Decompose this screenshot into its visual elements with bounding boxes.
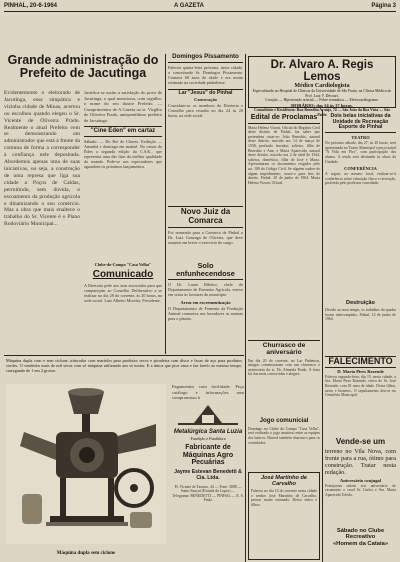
domingos-body: Faleceu quinta-feira próxima, nesta cidade, o conceituado Sr. Domingos Pissamento. Contava 68 anos de idade e era muito estimado na sociedade pinhalense.	[168, 64, 243, 85]
falecimento-body: Faleceu segunda-feira, dia 15, nesta cidade, a Sra. Maria Pires Rezende, viúva do Sr. José Rezende, com 81 anos de idade. Deixa filhos, netos e bisnetos. O sepultamento deu-se no Cemitério Municipal.	[325, 374, 396, 398]
juiz-column	[168, 206, 243, 250]
jogo-column	[248, 418, 320, 468]
solo-headline: Solo enfunhecendose	[168, 262, 243, 280]
iniciativas-body-2: A seguir, no mesmo local, realizar-se-á conferência sobre educação física e recreação, proferida pelo professor convidado.	[325, 172, 396, 186]
iniciativas-column	[325, 114, 396, 300]
clube-body: A Diretoria pede aos seus associados para que compareçam ao Conselho Deliberativo a se realizar no dia 28 do corrente, às 20 horas, na sede social. Luiz Alberto Moreira, Presidente.	[84, 283, 162, 303]
cine-eden-body: Sábado: — Do Rei de Chaves. Exibição — Amanhã e domingo em matinê. No cartaz do Éden a segunda edição da C.S.K., que representa uma das fitas da melhor qualidade do mundo. Pede-se aos espectadores que aguardem os próximos lançamentos.	[84, 138, 162, 169]
destruicao-headline: Destruição	[346, 300, 375, 306]
regis-name: Dr. Alvaro A. Regis Lemos	[270, 59, 374, 84]
column-rule	[165, 54, 166, 354]
jose-body: Faleceu no dia 14 do corrente nesta cidade o senhor José Martinho de Carvalho, pessoa muito estimada. Deixa viúva e filhos.	[251, 489, 317, 508]
domingos-headline: Domingos Pissamento	[168, 54, 243, 63]
machine-ad-figure	[6, 384, 166, 554]
column-rule	[322, 110, 323, 562]
column-rule	[245, 54, 246, 562]
regis-body: Especializado no Hospital de Clínicas da Universidade de São Paulo, na Clínica Médica do Prof. Luiz V. Décourt.	[252, 89, 392, 98]
vende-column	[325, 438, 396, 526]
iniciativas-sub: TEATRO	[351, 135, 370, 141]
regis-address: Consultório e Residência: Rua Benedita Araújo, 74 — São João da Boa Vista — São Paulo	[254, 107, 390, 117]
jose-martinho-box	[248, 472, 320, 560]
clube-recreativo-column	[325, 528, 396, 560]
jogo-headline: Jogo comunicial	[259, 417, 309, 424]
destruicao-body: Devido ao mau tempo, os trabalhos da quadra foram interrompidos. Pinhal, 12 de junho de 1964.	[325, 308, 396, 322]
jacutinga-headline-box	[4, 54, 162, 86]
metalurgica-logo-icon	[172, 403, 244, 429]
missa-title: Convocação	[194, 96, 217, 102]
machine-brand: Metalúrgica Santa Luzia	[173, 428, 243, 435]
aniversario-body: Festejaram ontem seu aniversário de casamento o casal Sr. Carlos e Sra. Maria Aparecida Toledo.	[325, 483, 396, 497]
machine-ad-text: Máquina dupla com e sem ciclone, triturador com martelos para produtos secos e picadeira com disco e facas de aço para produtos verdes. O vendedor mais de mil secas com só máquina utilizando um só motor. E a única que pica cana e faz farelo ao mesmo tempo, carregando de 1 em 2 grosso.	[6, 358, 242, 374]
clube-header: Clube-do-Campo "Casa Velha"	[94, 262, 152, 267]
proclamas-body: Maria Helena Vizoni, Oficial do Registro Civil deste distrito de Pinhal, faz saber que pretendem casar-se: João Benedito, natural deste distrito, nascido aos 14 de março de 1938, profissão lavrador, solteiro, filho de Benedito e Ana; e Maria Aparecida, natural deste distrito, nascida aos 2 de abril de 1944, solteira, doméstica, filha de José e Maria. Apresentaram os documentos exigidos pelo art. 180 do Código Civil. Se alguém souber de algum impedimento, acuse-o para fins de direito. Pinhal, 20 de junho de 1964. Maria Helena Vizoni, Oficial.	[248, 125, 320, 185]
solo-body: O Dr. Lauro Ribeiro, chefe do Departamento de Fomento Agrícola, esteve em visita às lavouras do município.	[168, 282, 243, 298]
churrasco-headline: Churrasco de aniversário	[248, 340, 320, 357]
regis-lemos-ad	[248, 56, 396, 117]
masthead	[4, 2, 396, 12]
destruicao-column	[325, 300, 396, 354]
juiz-body: Foi nomeado para a Comarca de Pinhal o Dr. Luiz Gonzaga de Oliveira, que deve assumir em breve o exercício do cargo.	[168, 229, 243, 245]
falecimento-headline: FALECIMENTO	[325, 356, 396, 368]
proclamas-column	[248, 114, 320, 336]
machine-company: Jayme Estevan Benedetti & Cia. Ltda.	[174, 469, 242, 481]
jacutinga-body-2: Justifica-se assim a satisfação do povo de Jacutinga, o qual menciona, com orgulho, o nome do seu ilustre Prefeito. — Cumprimentos de A Gazeta ao sr. Virgílio de Oliveira Prado, antepenúltimo prefeito de Jacutinga.	[84, 90, 162, 123]
arroz-body: O Departamento de Fomento da Produção Animal comunica aos lavradores as normas para o plantio.	[168, 306, 243, 322]
vende-body: terreno no Vila Nova, com frente para a rua, ótimo para construção. Tratar nesta redação.	[325, 447, 396, 476]
jogo-body: Domingo no Clube do Campo "Casa Velha", será realizado o jogo amistoso entre as equipes dos bairros. Haverá também churrasco para os convidados.	[248, 426, 320, 445]
juiz-headline: Novo Juiz da Comarca	[168, 206, 243, 228]
machine-pay-text: Pagamentos com facilidade. Peça catálogo e informações sem compromisso à	[172, 384, 244, 400]
masthead-title: A GAZETA	[174, 3, 204, 9]
clube-recreativo-sub: «Homem da Cataia»	[332, 540, 389, 547]
clube-headline: Comunicado	[92, 269, 154, 280]
regis-hours: HORÁRIO: das 14 às 17 horas.	[291, 102, 353, 108]
falecimento-column	[325, 356, 396, 436]
jacutinga-body: Evidentemente o eleitorado de Jacutinga, essa simpática e vizinha cidade de Minas, acertou ou escolheu quando elegeu o Sr. Vicente de Oliveira Prado. Realmente o atual Prefeito vem se demonstrando um administrador que está à frente da comuna de forma a corresponder à confiança nele depositada. Abordemos apenas uma de suas iniciativas, ou seja, a construção de uma represa que liga sua cidade a Poços de Caldas, permitindo, sem dúvida, o escoamento da produção agrícola e dinamizando o seu comércio. Mas a obra que mais enaltece o trabalho do Sr. Vicente é o Plano Rodoviário Municipal...	[4, 90, 80, 228]
cine-eden-headline: "Cine Éden" em cartaz	[84, 126, 162, 137]
masthead-page: Página 3	[371, 3, 396, 9]
masthead-date: PINHAL, 20-6-1964	[4, 3, 58, 9]
solo-column	[168, 262, 243, 352]
machine-illustration	[6, 384, 166, 544]
clube-recreativo-headline: Sábado no Clube Recreativo	[336, 528, 385, 541]
regis-specialty: Médico Cardiologista	[294, 83, 350, 90]
churrasco-column	[248, 340, 320, 414]
jose-headline: José Martinho de Carvalho	[260, 475, 307, 488]
jacutinga-headline: Grande administração do Prefeito de Jacutinga	[7, 53, 159, 81]
churrasco-body: Em dia 20 do corrente, no Lar Pinheiros, amigos comemoraram com um churrasco o aniversário do sr. Dr. Almeida Prado. A festa foi das mais concorridas e alegres.	[248, 358, 320, 377]
regis-services: Coração — Hipertensão arterial — Febre reumática — Eletrocardiograma.	[265, 98, 379, 103]
missa-body: Convidam-se os membros da Diretoria e Conselho para reunião no dia 24 às 20 horas, na sede social.	[168, 102, 243, 118]
machine-caption: Máquina dupla sem ciclone	[56, 551, 116, 556]
domingos-column	[168, 54, 243, 166]
iniciativas-headline: Dois belas iniciativas da Unidade de Recreação Esporte de Pinhal	[325, 114, 396, 133]
clube-comunicado	[84, 262, 162, 342]
divider	[4, 355, 244, 356]
proclamas-headline: Edital de Proclamas	[248, 114, 320, 124]
iniciativas-sub-2: CONFERÊNCIA	[344, 166, 377, 172]
iniciativas-body: No próximo sábado, dia 27, às 20 horas, será apresentada no Teatro Municipal a peça teatral "A Vida em Flor", com participação dos alunos. A renda será destinada às obras da Unidade.	[325, 141, 396, 164]
machine-maker-title: Fabricante de Máquinas Agro Pecuárias	[182, 444, 234, 467]
machine-brand-sub: Fundição e Fundidora	[190, 436, 226, 442]
vende-headline: Vende-se um	[335, 437, 386, 446]
machine-address: Pr. Vicente de Taranto, 44 — Fone: 3088 — Santo Suaçuí (Estrada do Lopes) — Telegrama: BENEDETTI — PINHAL — E. S. Paulo	[172, 484, 244, 503]
aniversario-sub: Aniversário conjugal	[339, 477, 382, 483]
machine-ad-info	[172, 384, 244, 560]
cine-eden	[84, 126, 162, 208]
missa-header: Lar "Jesus" do Pinhal	[168, 89, 243, 97]
falecimento-sub: D. Maria Pires Rezende	[337, 368, 384, 374]
arroz-header: Arroz em excrementização	[180, 300, 231, 306]
